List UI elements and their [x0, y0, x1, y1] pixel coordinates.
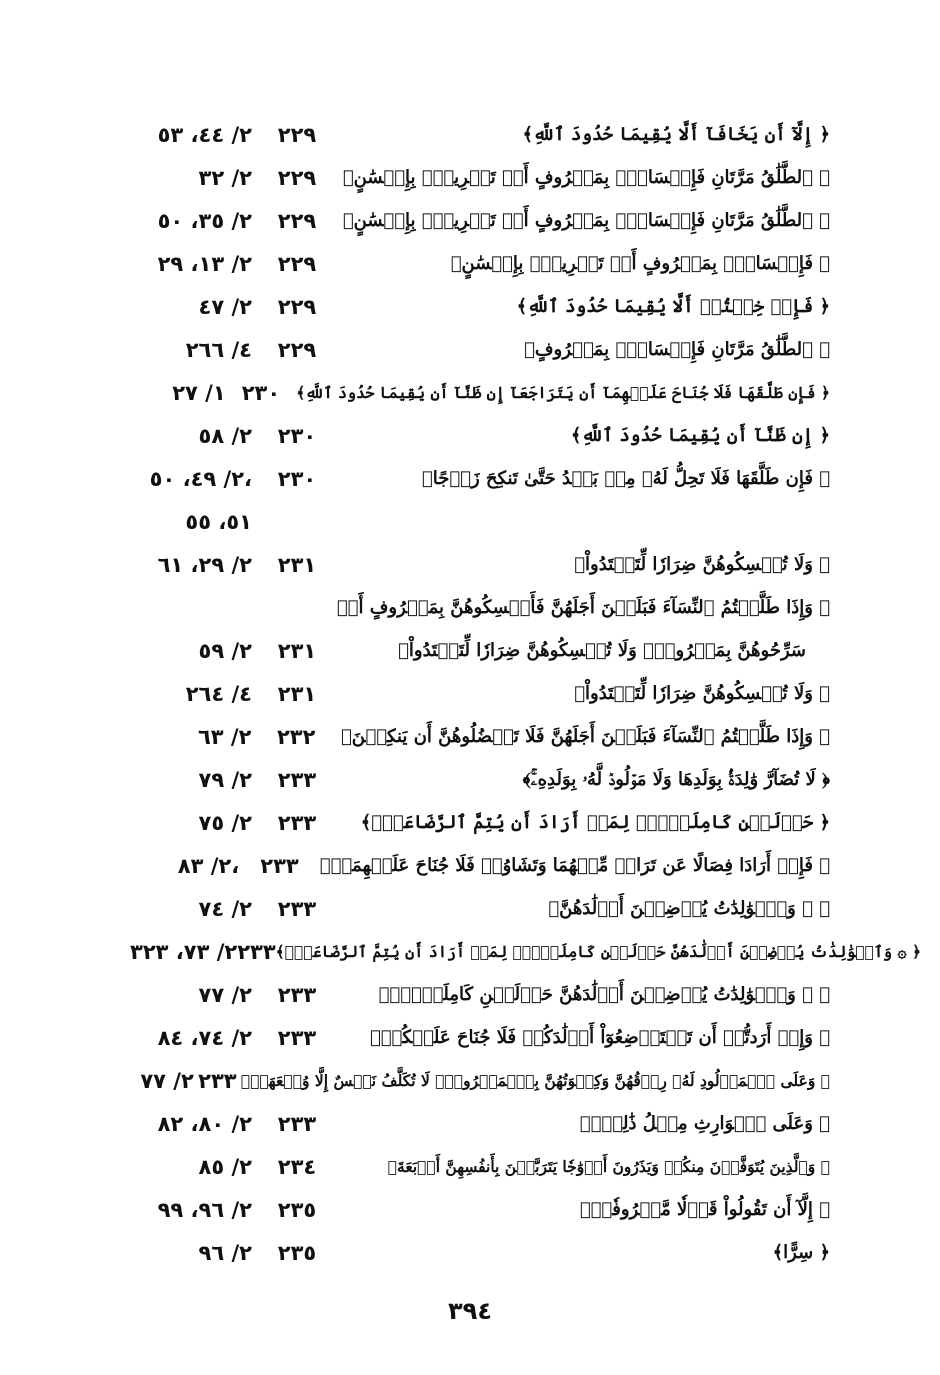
- verse-number-cell: ٢٢٩: [277, 294, 317, 319]
- verse-number-cell: ٢٣٥: [277, 1240, 317, 1265]
- verse-number-cell: ٢٢٩: [277, 208, 317, 233]
- verse-text-cell: ﴿ فَإِنۡ أَرَادَا فِصَالًا عَن تَرَاضٖ مِّنۡهُمَا وَتَشَاوُرٖ فَلَا جُنَاحَ عَلَيۡهِمَاۗ﴾: [319, 855, 830, 876]
- reference-cell: ٢/ ٩٦: [198, 1240, 252, 1265]
- reference-cell: ٢/ ٧٤: [198, 896, 252, 921]
- verse-text-cell: ﴿ إِن ظَنَّآ أَن يُقِيمَا حُدُودَ ٱللَّهِ﴾: [570, 425, 830, 446]
- verse-number-cell: ٢٣٢: [276, 724, 316, 749]
- verse-number-cell: ٢٣٣: [260, 853, 299, 878]
- reference-cell: ٢/ ٢٩، ٦١: [157, 552, 252, 577]
- verse-number-cell: ٢٣٣: [277, 810, 317, 835]
- reference-cell: ٢/ ٣٥، ٥٠: [157, 208, 252, 233]
- index-row: [130, 543, 830, 586]
- reference-cell: ٢/ ٧٧: [140, 1068, 194, 1093]
- reference-cell: ٤/ ٢٦٦: [185, 337, 252, 362]
- reference-cell: ٢/ ٦٣: [197, 724, 252, 749]
- verse-text-cell: ﴿ وَإِذَا طَلَّقۡتُمُ ٱلنِّسَآءَ فَبَلَغۡنَ أَجَلَهُنَّ فَأَمۡسِكُوهُنَّ بِمَعۡرُوفٍ أَوۡ: [336, 597, 830, 618]
- verse-text-cell: ﴿ وَعَلَى ٱلۡمَوۡلُودِ لَهُۥ رِزۡقُهُنَّ وَكِسۡوَتُهُنَّ بِٱلۡمَعۡرُوفِۚ لَا تُكَلَّفُ نَفۡسٌ إِلَّا وُسۡعَهَاۚ﴾: [240, 1071, 830, 1090]
- index-row: [130, 758, 830, 801]
- verse-text-cell: ﴿ وَإِذَا طَلَّقۡتُمُ ٱلنِّسَآءَ فَبَلَغۡنَ أَجَلَهُنَّ فَلَا تَعۡضُلُوهُنَّ أَن يَنكِحۡنَ﴾: [340, 726, 830, 747]
- index-row: [130, 629, 830, 672]
- verse-number-cell: ٢٣٣: [277, 1111, 317, 1136]
- index-row: [130, 715, 830, 758]
- reference-cell: ٢/ ٨٥: [198, 1154, 252, 1179]
- verse-text-cell: ﴿ ٱلطَّلَٰقُ مَرَّتَانِ فَإِمۡسَاكُۢ بِمَعۡرُوفٍ أَوۡ تَسۡرِيحُۢ بِإِحۡسَٰنٍ﴾: [342, 167, 830, 188]
- verse-number-cell: ٢٢٩: [277, 251, 317, 276]
- reference-cell: ١/ ٢٧: [172, 380, 226, 405]
- reference-cell: ٢/ ٧٩: [198, 767, 252, 792]
- index-row: [130, 586, 830, 629]
- verse-number-cell: ٢٣١: [277, 552, 317, 577]
- index-row: [130, 1145, 830, 1188]
- index-row: [130, 371, 830, 414]
- index-row: [130, 1188, 830, 1231]
- verse-text-cell: ﴿ وَلَا تُمۡسِكُوهُنَّ ضِرَارٗا لِّتَعۡتَدُواْ﴾: [574, 683, 830, 704]
- verse-text-cell: ﴿ ۞ وَٱلۡوَٰلِدَٰتُ يُرۡضِعۡنَ أَوۡلَٰدَهُنَّ حَوۡلَيۡنِ كَامِلَيۡنِۖ﴾: [378, 984, 830, 1005]
- verse-number-cell: ٢٢٩: [277, 337, 317, 362]
- reference-cell: ٢/ ٧٤، ٨٤: [157, 1025, 252, 1050]
- verse-text-cell: ﴿ فَإِن طَلَّقَهَا فَلَا جُنَاحَ عَلَيۡهِمَآ أَن يَتَرَاجَعَآ إِن ظَنَّآ أَن يُقِيمَا حُدُودَ ٱللَّهِ﴾: [296, 383, 830, 402]
- verse-text-cell: ﴿ حَوۡلَيۡنِ كَامِلَيۡنِۖ لِمَنۡ أَرَادَ أَن يُتِمَّ ٱلرَّضَاعَةَۚ﴾: [360, 812, 830, 833]
- verse-text-cell: ﴿ وَعَلَى ٱلۡوَارِثِ مِثۡلُ ذَٰلِكَۗ﴾: [579, 1113, 830, 1134]
- verse-text-cell: ﴿ وَٱلَّذِينَ يُتَوَفَّوۡنَ مِنكُمۡ وَيَذَرُونَ أَزۡوَٰجٗا يَتَرَبَّصۡنَ بِأَنفُسِهِنَّ أَرۡبَعَةَ﴾: [387, 1157, 830, 1176]
- reference-cell: ٢/ ٤٤، ٥٣: [157, 122, 252, 147]
- verse-text-cell: ﴿ فَإِن طَلَّقَهَا فَلَا تَحِلُّ لَهُۥ مِنۢ بَعۡدُ حَتَّىٰ تَنكِحَ زَوۡجًا﴾: [421, 468, 830, 489]
- index-row: [130, 457, 830, 500]
- page-number: ٣٩٤: [448, 1297, 492, 1325]
- index-row: [130, 328, 830, 371]
- verse-text-cell: ﴿ وَلَا تُمۡسِكُوهُنَّ ضِرَارٗا لِّتَعۡتَدُواْ﴾: [574, 554, 830, 575]
- verse-text-cell: ﴿ لَا تُضَآرَّ وَٰلِدَةُۢ بِوَلَدِهَا وَلَا مَوۡلُودٞ لَّهُۥ بِوَلَدِهِۦۚ﴾: [522, 769, 830, 790]
- index-row: [130, 930, 922, 973]
- index-row: [130, 1231, 830, 1274]
- verse-number-cell: ٢٢٩: [277, 165, 317, 190]
- index-row: [130, 199, 830, 242]
- index-row: [130, 672, 830, 715]
- reference-cell: ٢/ ٤٩، ٥٠،: [149, 466, 252, 491]
- verse-number-cell: ٢٣٥: [277, 1197, 317, 1222]
- index-row: [130, 973, 830, 1016]
- verse-text-cell: ﴿ فَإِمۡسَاكُۢ بِمَعۡرُوفٍ أَوۡ تَسۡرِيحُۢ بِإِحۡسَٰنٍ﴾: [450, 253, 830, 274]
- verse-text-cell: سَرِّحُوهُنَّ بِمَعۡرُوفٖۚ وَلَا تُمۡسِكُوهُنَّ ضِرَارٗا لِّتَعۡتَدُواْ﴾: [398, 640, 806, 661]
- reference-cell: ٢/ ٤٧: [198, 294, 252, 319]
- verse-text-cell: ﴿ إِلَّآ أَن يَخَافَآ أَلَّا يُقِيمَا حُدُودَ ٱللَّهِ﴾: [522, 124, 830, 145]
- index-row: [130, 414, 830, 457]
- verse-text-cell: ﴿ ٱلطَّلَٰقُ مَرَّتَانِ فَإِمۡسَاكُۢ بِمَعۡرُوفٍ﴾: [524, 339, 830, 360]
- verse-text-cell: ﴿ ۞ وَٱلۡوَٰلِدَٰتُ يُرۡضِعۡنَ أَوۡلَٰدَهُنَّ﴾: [548, 898, 830, 919]
- verse-number-cell: ٢٣١: [277, 681, 317, 706]
- index-row: [130, 887, 830, 930]
- index-row: [130, 285, 830, 328]
- verse-number-cell: ٢٢٩: [277, 122, 317, 147]
- verse-number-cell: ٢٣٠: [277, 423, 317, 448]
- verse-text-cell: ﴿ وَإِنۡ أَرَدتُّمۡ أَن تَسۡتَرۡضِعُوٓاْ أَوۡلَٰدَكُمۡ فَلَا جُنَاحَ عَلَيۡكُمۡ﴾: [369, 1027, 830, 1048]
- verse-text-cell: ﴿ سِرًّا﴾: [772, 1242, 830, 1263]
- verse-number-cell: ٢٣١: [277, 638, 317, 663]
- verse-text-cell: ﴿ إِلَّآ أَن تَقُولُواْ قَوۡلٗا مَّعۡرُوفٗاۚ﴾: [579, 1199, 830, 1220]
- reference-cell: ٢/ ٧٥: [198, 810, 252, 835]
- reference-cell: ٢/ ٥٨: [198, 423, 252, 448]
- reference-cell: ٤/ ٢٦٤: [185, 681, 252, 706]
- verse-number-cell: ٢٣٣: [277, 1025, 317, 1050]
- verse-number-cell: ٢٣٠: [241, 380, 281, 405]
- reference-cell: ٢/ ٧٣، ٣٢٣: [130, 939, 238, 964]
- reference-cell: ٢/ ٣٢: [198, 165, 252, 190]
- index-row: [130, 1016, 830, 1059]
- verse-text-cell: ﴿ ۞ وَٱلۡوَٰلِدَٰتُ يُرۡضِعۡنَ أَوۡلَٰدَهُنَّ حَوۡلَيۡنِ كَامِلَيۡنِۖ لِمَنۡ أَرَادَ أَن يُتِمَّ ٱلرَّضَاعَةَۚ﴾: [275, 942, 922, 961]
- reference-cell: ٢/ ٩٦، ٩٩: [157, 1197, 252, 1222]
- verse-number-cell: ٢٣٠: [277, 466, 317, 491]
- reference-cell: ٢/ ٨٠، ٨٢: [157, 1111, 252, 1136]
- verse-number-cell: ٢٣٣: [277, 767, 317, 792]
- index-row: [130, 1059, 830, 1102]
- index-row: [130, 1102, 830, 1145]
- reference-cell: ٥١، ٥٥: [185, 509, 252, 534]
- verse-number-cell: ٢٣٤: [277, 1154, 317, 1179]
- reference-cell: ٢/ ٧٧: [198, 982, 252, 1007]
- verse-number-cell: ٢٣٣: [198, 1068, 237, 1093]
- index-row: [130, 801, 830, 844]
- index-row: [130, 500, 830, 543]
- index-row: [130, 844, 830, 887]
- index-row: [130, 113, 830, 156]
- verse-number-cell: ٢٣٣: [277, 982, 317, 1007]
- index-row: [130, 242, 830, 285]
- verse-text-cell: ﴿ فَإِنۡ خِفۡتُمۡ أَلَّا يُقِيمَا حُدُودَ ٱللَّهِ﴾: [516, 296, 830, 317]
- verse-number-cell: ٢٣٣: [277, 896, 317, 921]
- index-row: [130, 156, 830, 199]
- verse-number-cell: ٢٣٣: [237, 939, 276, 964]
- reference-cell: ٢/ ٨٣،: [177, 853, 240, 878]
- reference-cell: ٢/ ١٣، ٢٩: [157, 251, 252, 276]
- verse-index-table: [130, 113, 922, 1274]
- reference-cell: ٢/ ٥٩: [198, 638, 252, 663]
- verse-text-cell: ﴿ ٱلطَّلَٰقُ مَرَّتَانِ فَإِمۡسَاكُۢ بِمَعۡرُوفٍ أَوۡ تَسۡرِيحُۢ بِإِحۡسَٰنٍ﴾: [342, 210, 830, 231]
